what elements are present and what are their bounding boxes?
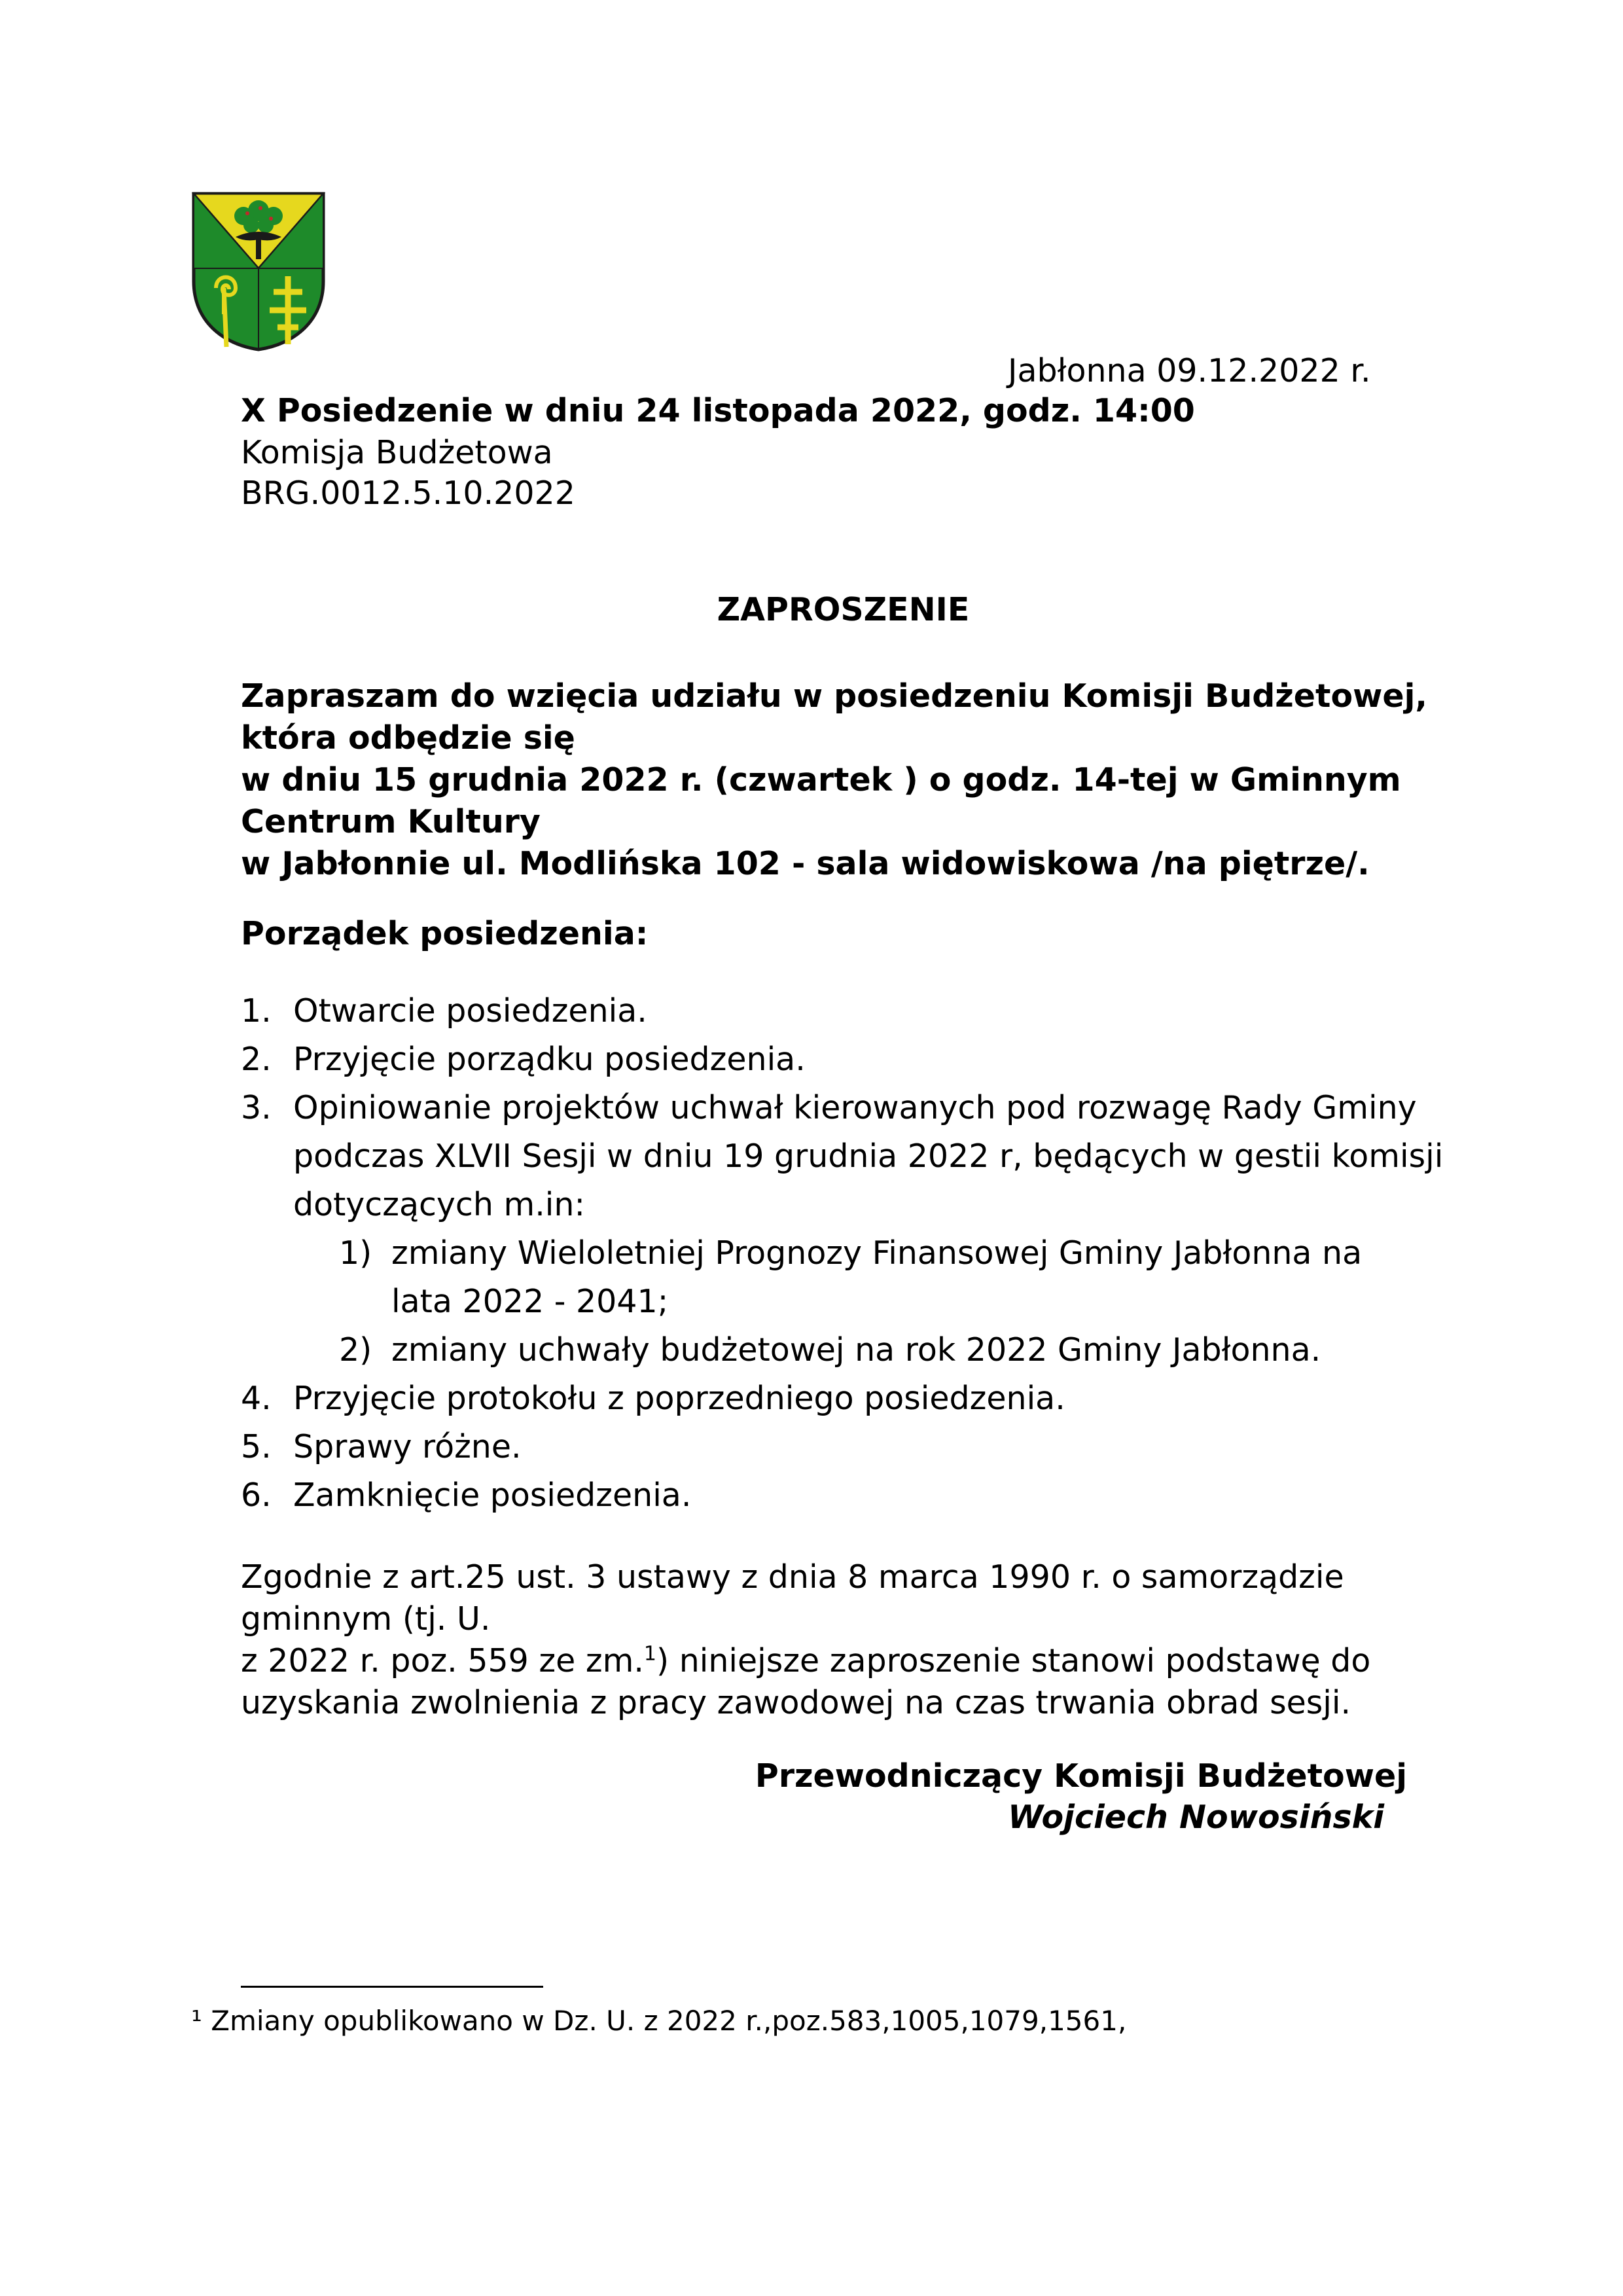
footnote-reference: 1 <box>643 1642 656 1666</box>
legal-line: ) niniejsze zaproszenie stanowi podstawę do uzyskania zwolnienia z pracy zawodowej na czas trwania obrad sesji. <box>241 1642 1371 1721</box>
agenda-subitem-text: zmiany Wieloletniej Prognozy Finansowej Gminy Jabłonna na lata 2022 - 2041; <box>391 1234 1363 1320</box>
legal-line: z 2022 r. poz. 559 ze zm. <box>241 1642 644 1679</box>
agenda-item <box>241 1471 1484 1520</box>
agenda-item <box>241 1374 1484 1423</box>
coat-of-arms-icon <box>190 190 327 352</box>
signature-name: Wojciech Nowosiński <box>1008 1799 1384 1836</box>
agenda-item-text: Przyjęcie protokołu z poprzedniego posiedzenia. <box>293 1380 1065 1417</box>
invitation-line: w dniu 15 grudnia 2022 r. (czwartek ) o godz. 14-tej w Gminnym Centrum Kultury <box>241 761 1401 840</box>
legal-line: Zgodnie z art.25 ust. 3 ustawy z dnia 8 marca 1990 r. o samorządzie gminnym (tj. U. <box>241 1558 1344 1638</box>
agenda-item-number: 5. <box>241 1428 272 1465</box>
agenda-subitem-text: zmiany uchwały budżetowej na rok 2022 Gminy Jabłonna. <box>391 1331 1321 1369</box>
committee-name: Komisja Budżetowa <box>241 434 553 471</box>
agenda-item-number: 6. <box>241 1477 272 1514</box>
legal-paragraph <box>241 1556 1445 1724</box>
agenda-item <box>241 987 1484 1035</box>
agenda-item <box>241 1084 1484 1229</box>
session-line: X Posiedzenie w dniu 24 listopada 2022, godz. 14:00 <box>241 392 1195 429</box>
footnote-text: ¹ Zmiany opublikowano w Dz. U. z 2022 r.,poz.583,1005,1079,1561, <box>191 2005 1127 2037</box>
invitation-line: w Jabłonnie ul. Modlińska 102 - sala widowiskowa /na piętrze/. <box>241 845 1370 882</box>
agenda-subitem <box>339 1326 1484 1374</box>
agenda-item-text: Przyjęcie porządku posiedzenia. <box>293 1041 806 1078</box>
agenda-item <box>241 1035 1484 1084</box>
agenda-subitem-number: 2) <box>339 1331 372 1369</box>
agenda-subitem <box>339 1229 1484 1326</box>
document-title: ZAPROSZENIE <box>717 591 970 628</box>
signature-role: Przewodniczący Komisji Budżetowej <box>755 1757 1407 1795</box>
agenda-item-number: 2. <box>241 1041 272 1078</box>
agenda-item-text: Opiniowanie projektów uchwał kierowanych pod rozwagę Rady Gminy podczas XLVII Sesji w dniu 19 grudnia 2022 r, będących w gestii komisji dotyczących m.in: <box>293 1089 1444 1223</box>
agenda-item-number: 3. <box>241 1089 272 1126</box>
reference-number: BRG.0012.5.10.2022 <box>241 475 575 512</box>
footnote-separator <box>241 1986 543 1988</box>
agenda-item-text: Otwarcie posiedzenia. <box>293 992 647 1030</box>
invitation-line: Zapraszam do wzięcia udziału w posiedzeniu Komisji Budżetowej, która odbędzie się <box>241 677 1428 757</box>
agenda-subitem-number: 1) <box>339 1234 372 1272</box>
agenda-item <box>241 1423 1484 1471</box>
agenda-item-text: Sprawy różne. <box>293 1428 522 1465</box>
agenda-list <box>241 987 1484 1520</box>
agenda-item-number: 4. <box>241 1380 272 1417</box>
agenda-item-number: 1. <box>241 992 272 1030</box>
agenda-item-text: Zamknięcie posiedzenia. <box>293 1477 692 1514</box>
place-date: Jabłonna 09.12.2022 r. <box>1008 352 1371 389</box>
invitation-paragraph <box>241 675 1445 885</box>
agenda-heading: Porządek posiedzenia: <box>241 915 649 952</box>
